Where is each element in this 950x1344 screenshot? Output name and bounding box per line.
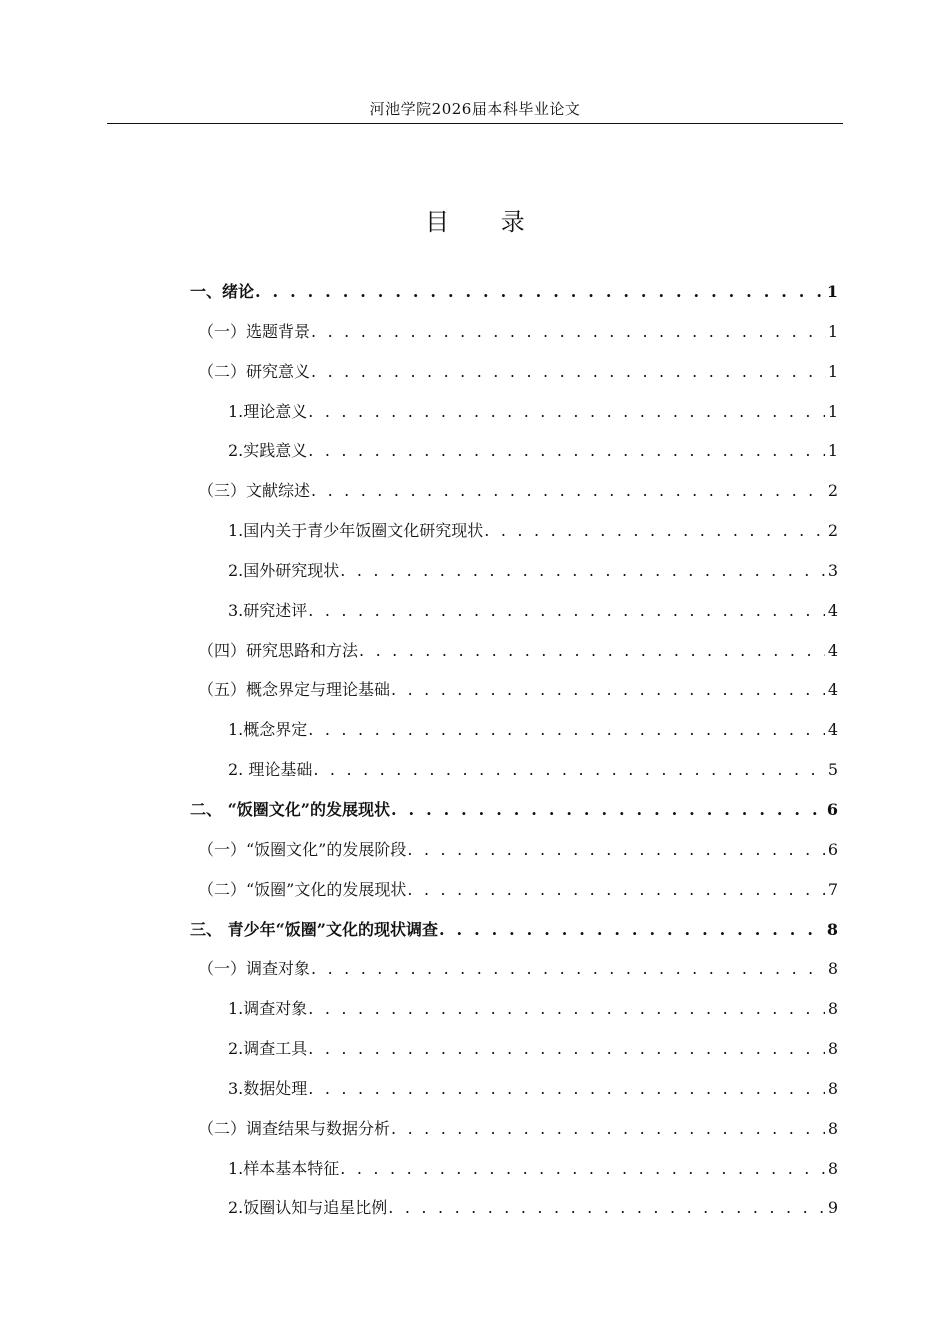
toc-entry-page-number: 8 [827,959,838,979]
toc-entry[interactable] [190,830,838,870]
toc-entry-label: 三、 青少年“饭圈”文化的现状调查 [190,919,438,939]
toc-dot-leader [311,471,825,511]
toc-entry-page-number: 8 [827,1039,838,1059]
toc-entry[interactable] [190,471,838,511]
toc-dot-leader [255,272,824,312]
toc-dot-leader [308,1029,825,1069]
toc-entry-label: 3.研究述评 [228,600,308,620]
toc-dot-leader [340,551,825,591]
toc-entry-label: （二）研究意义 [198,361,311,381]
toc-entry-label: 1.调查对象 [228,999,308,1019]
toc-entry[interactable] [190,750,838,790]
toc-entry-page-number: 2 [827,521,838,541]
toc-dot-leader [391,790,824,830]
toc-entry-label: （五）概念界定与理论基础 [198,680,391,700]
toc-entry[interactable] [190,1029,838,1069]
toc-entry-page-number: 5 [827,760,838,780]
toc-entry[interactable] [190,631,838,671]
toc-entry-label: 2.实践意义 [228,441,308,461]
toc-dot-leader [308,431,825,471]
toc-entry-label: 2.调查工具 [228,1039,308,1059]
toc-entry-page-number: 8 [827,999,838,1019]
toc-dot-leader [311,312,825,352]
toc-dot-leader [311,352,825,392]
toc-entry-page-number: 3 [827,560,838,580]
toc-entry[interactable] [190,710,838,750]
toc-entry-label: （二）“饭圈”文化的发展现状 [198,879,407,899]
toc-dot-leader [391,670,825,710]
toc-entry-page-number: 7 [827,879,838,899]
toc-entry-label: 一、绪论 [190,282,255,301]
toc-entry[interactable] [190,1188,838,1228]
toc-dot-leader [388,1188,825,1228]
toc-dot-leader [308,392,825,432]
toc-title: 目 录 [425,208,547,236]
toc-entry[interactable] [190,870,838,910]
toc-entry-label: （一）选题背景 [198,321,311,341]
toc-entry-page-number: 1 [827,401,838,421]
toc-entry-page-number: 4 [827,600,838,620]
toc-dot-leader [391,1109,825,1149]
toc-entry-page-number: 8 [827,1078,838,1098]
toc-entry[interactable] [190,670,838,710]
toc-entry[interactable] [190,312,838,352]
toc-dot-leader [308,1069,825,1109]
toc-entry[interactable] [190,431,838,471]
toc-entry-page-number: 9 [827,1198,838,1218]
toc-entry[interactable] [190,910,838,950]
toc-entry-page-number: 4 [827,680,838,700]
toc-entry-page-number: 8 [827,1118,838,1138]
header-rule [107,123,843,124]
toc-entry-page-number: 1 [827,361,838,381]
toc-entry-label: 3.数据处理 [228,1078,308,1098]
toc-entry-page-number: 6 [827,839,838,859]
toc-dot-leader [308,591,825,631]
toc-dot-leader [308,989,825,1029]
toc-entry-label: 2. 理论基础 [228,760,313,780]
toc-entry-label: 2.国外研究现状 [228,560,340,580]
toc-dot-leader [484,511,825,551]
toc-entry-page-number: 4 [827,720,838,740]
toc-entry-page-number: 1 [826,282,838,301]
toc-entry[interactable] [190,1109,838,1149]
toc-dot-leader [407,870,824,910]
toc-entry[interactable] [190,551,838,591]
toc-entry-label: 2.饭圈认知与追星比例 [228,1198,388,1218]
toc-dot-leader [359,631,825,671]
toc-dot-leader [407,830,824,870]
toc-entry[interactable] [190,989,838,1029]
toc-entry[interactable] [190,790,838,830]
toc-dot-leader [340,1149,825,1189]
toc-entry-label: （一）调查对象 [198,959,311,979]
toc-entry-label: 二、 “饭圈文化”的发展现状 [190,799,390,819]
toc-entry-page-number: 8 [827,1158,838,1178]
toc-entry-label: （一）“饭圈文化”的发展阶段 [198,839,407,859]
toc-entry-label: 1.理论意义 [228,401,308,421]
toc-dot-leader [313,750,824,790]
toc-dot-leader [308,710,825,750]
toc-dot-leader [439,910,824,950]
toc-entry[interactable] [190,272,838,312]
toc-entry[interactable] [190,1149,838,1189]
toc-entry-page-number: 2 [827,481,838,501]
toc-entry[interactable] [190,511,838,551]
toc-entry-page-number: 8 [826,919,838,939]
toc-dot-leader [311,949,825,989]
toc-entry-label: （四）研究思路和方法 [198,640,359,660]
toc-entry-page-number: 1 [827,321,838,341]
toc-entry[interactable] [190,352,838,392]
toc-entry[interactable] [190,591,838,631]
toc-entry[interactable] [190,949,838,989]
toc-entry-label: 1.国内关于青少年饭圈文化研究现状 [228,521,484,541]
toc-entry[interactable] [190,1069,838,1109]
toc-entry-label: 1.概念界定 [228,720,308,740]
table-of-contents [190,272,838,1228]
toc-entry-page-number: 4 [827,640,838,660]
toc-entry-label: （二）调查结果与数据分析 [198,1118,391,1138]
running-header: 河池学院2026届本科毕业论文 [369,100,581,118]
toc-entry-label: 1.样本基本特征 [228,1158,340,1178]
toc-entry-page-number: 1 [827,441,838,461]
toc-entry-page-number: 6 [826,799,838,819]
toc-entry[interactable] [190,392,838,432]
toc-entry-label: （三）文献综述 [198,481,311,501]
